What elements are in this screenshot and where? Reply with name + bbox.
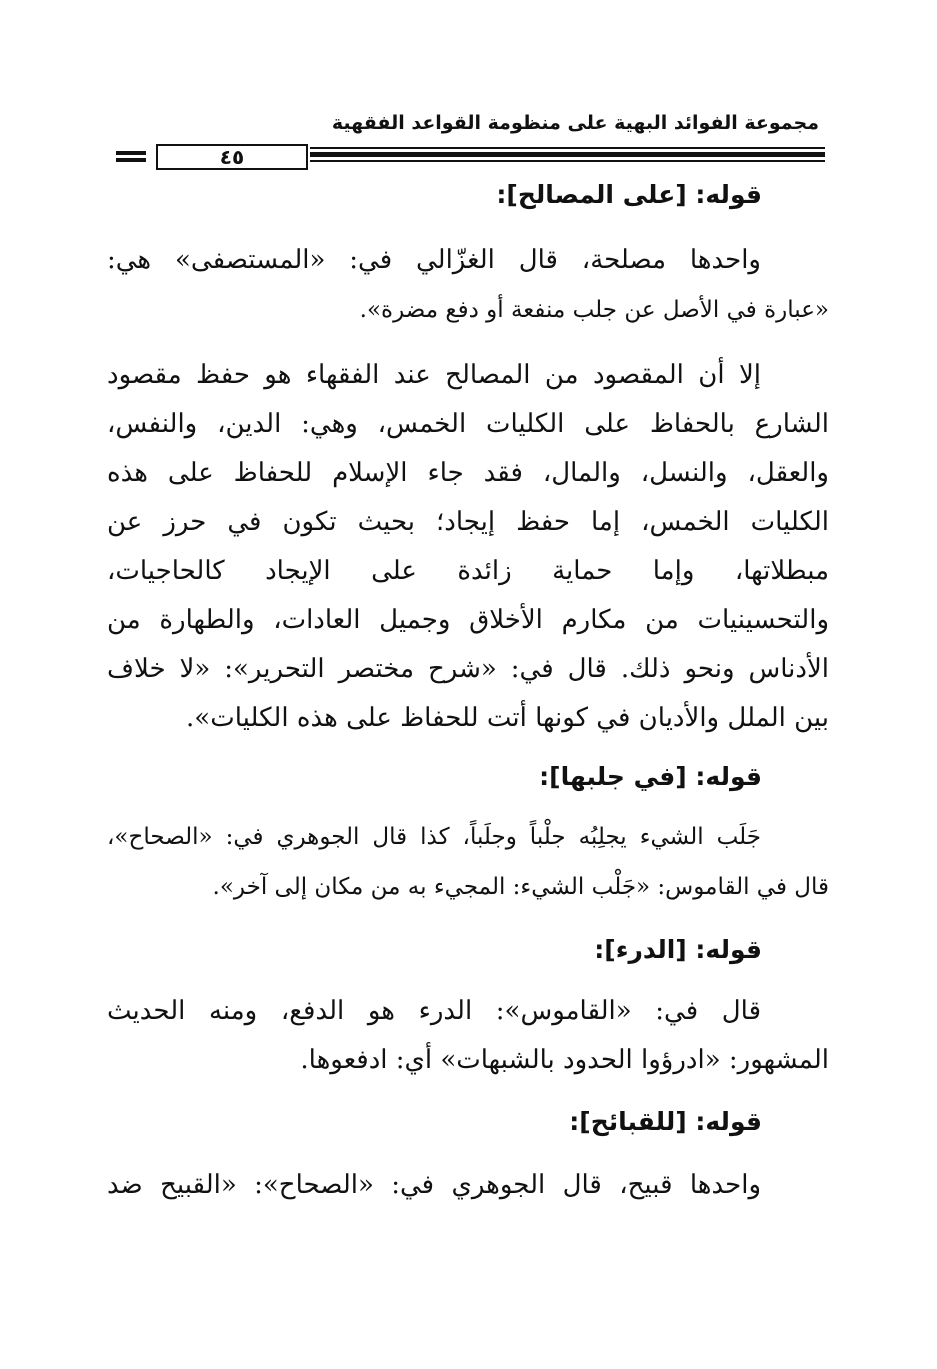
text-line: مبطلاتها، وإما حماية زائدة على الإيجاد كالحاجيات،	[107, 556, 829, 586]
text-line: إلا أن المقصود من المصالح عند الفقهاء هو حفظ مقصود	[107, 360, 761, 390]
rule-long-line	[310, 152, 825, 157]
text-line: الشارع بالحفاظ على الكليات الخمس، وهي: الدين، والنفس،	[107, 409, 829, 439]
rule-long-line	[310, 147, 825, 149]
text-line: الأدناس ونحو ذلك. قال في: «شرح مختصر التحرير»: «لا خلاف	[107, 654, 829, 684]
text-line: والتحسينيات من مكارم الأخلاق وجميل العادات، والطهارة من	[107, 605, 829, 635]
running-header-title: مجموعة الفوائد البهية على منظومة القواعد الفقهية	[331, 112, 819, 134]
text-line: «عبارة في الأصل عن جلب منفعة أو دفع مضرة».	[359, 297, 829, 323]
page-number: ٤٥	[156, 144, 308, 170]
text-line: قال في القاموس: «جَلْب الشيء: المجيء به من مكان إلى آخر».	[212, 874, 829, 900]
text-line: المشهور: «ادرؤوا الحدود بالشبهات» أي: ادفعوها.	[300, 1045, 829, 1075]
text-line: جَلَب الشيء يجلِبُه جلْباً وجلَباً، كذا قال الجوهري في: «الصحاح»،	[107, 824, 761, 850]
section-heading: قوله: [الدرء]:	[594, 935, 762, 964]
text-line: الكليات الخمس، إما حفظ إيجاد؛ بحيث تكون في حرز عن	[107, 507, 829, 537]
text-line: والعقل، والنسل، والمال، فقد جاء الإسلام للحفاظ على هذه	[107, 458, 829, 488]
text-line: قال في: «القاموس»: الدرء هو الدفع، ومنه الحديث	[107, 996, 761, 1026]
header-rule	[110, 144, 825, 170]
section-heading: قوله: [للقبائح]:	[569, 1107, 762, 1136]
rule-short-line	[116, 158, 146, 162]
rule-long-line	[310, 160, 825, 162]
text-line: واحدها مصلحة، قال الغزّالي في: «المستصفى» هي:	[107, 245, 761, 275]
section-heading: قوله: [على المصالح]:	[496, 180, 762, 209]
section-heading: قوله: [في جلبها]:	[539, 762, 762, 791]
text-line: بين الملل والأديان في كونها أتت للحفاظ على هذه الكليات».	[186, 703, 829, 733]
text-line: واحدها قبيح، قال الجوهري في: «الصحاح»: «القبيح ضد	[107, 1170, 761, 1200]
rule-short-line	[116, 151, 146, 155]
